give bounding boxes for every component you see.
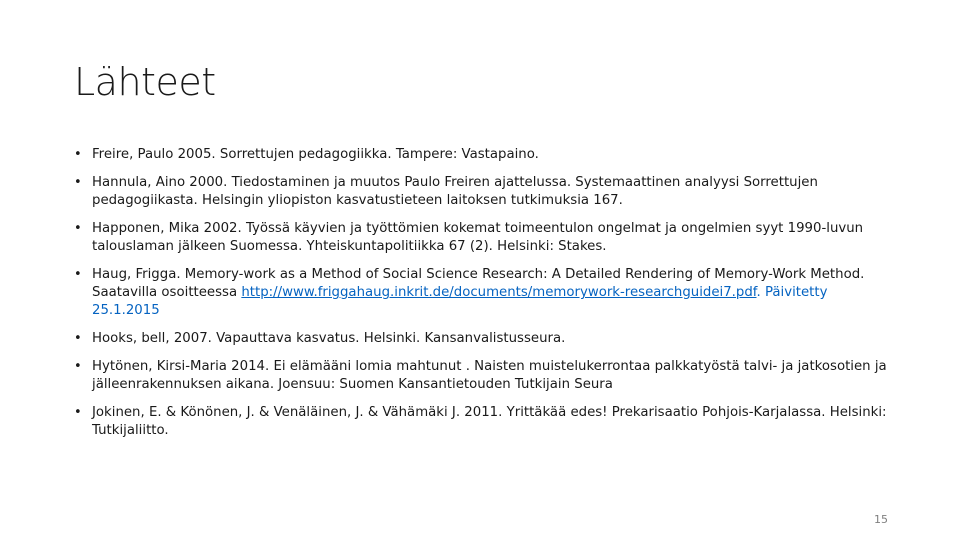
reference-item [74,266,894,320]
reference-item [74,174,894,210]
reference-text: Hooks, bell, 2007. Vapauttava kasvatus. Helsinki. Kansanvalistusseura. [92,331,566,346]
bullet-icon: • [74,331,82,346]
bullet-icon: • [74,405,82,420]
bullet-icon: • [74,175,82,190]
slide-title: Lähteet [74,60,216,104]
reference-item [74,146,894,164]
bullet-icon: • [74,221,82,236]
reference-item [74,404,894,440]
reference-list [74,146,894,449]
bullet-icon: • [74,267,82,282]
bullet-icon: • [74,147,82,162]
reference-item [74,330,894,348]
reference-text: Freire, Paulo 2005. Sorrettujen pedagogiikka. Tampere: Vastapaino. [92,147,539,162]
reference-item [74,358,894,394]
reference-updated-date: . Päivitetty 25.1.2015 [92,285,828,318]
reference-text: Jokinen, E. & Könönen, J. & Venäläinen, J. & Vähämäki J. 2011. Yrittäkää edes! Prekarisaatio Pohjois-Karjalassa. Helsinki: Tutkijaliitto. [92,405,887,438]
reference-link[interactable]: http://www.friggahaug.inkrit.de/documents/memorywork-researchguidei7.pdf [241,285,757,300]
reference-text: Hannula, Aino 2000. Tiedostaminen ja muutos Paulo Freiren ajattelussa. Systemaattinen analyysi Sorrettujen pedagogiikasta. Helsingin yliopiston kasvatustieteen laitoksen tutkimuksia 167. [92,175,818,208]
bullet-icon: • [74,359,82,374]
reference-text: Happonen, Mika 2002. Työssä käyvien ja työttömien kokemat toimeentulon ongelmat ja ongelmien syyt 1990-luvun talouslaman jälkeen Suomessa. Yhteiskuntapolitiikka 67 (2). Helsinki: Stakes. [92,221,864,254]
reference-item [74,220,894,256]
reference-text: Hytönen, Kirsi-Maria 2014. Ei elämääni lomia mahtunut . Naisten muistelukerrontaa palkkatyöstä talvi- ja jatkosotien ja jälleenrakennuksen aikana. Joensuu: Suomen Kansantietouden Tutkijain Seura [92,359,887,392]
reference-text: Haug, Frigga. Memory-work as a Method of Social Science Research: A Detailed Rendering of Memory-Work Method. Saatavilla osoitteessa [92,267,865,300]
page-number: 15 [874,513,888,526]
